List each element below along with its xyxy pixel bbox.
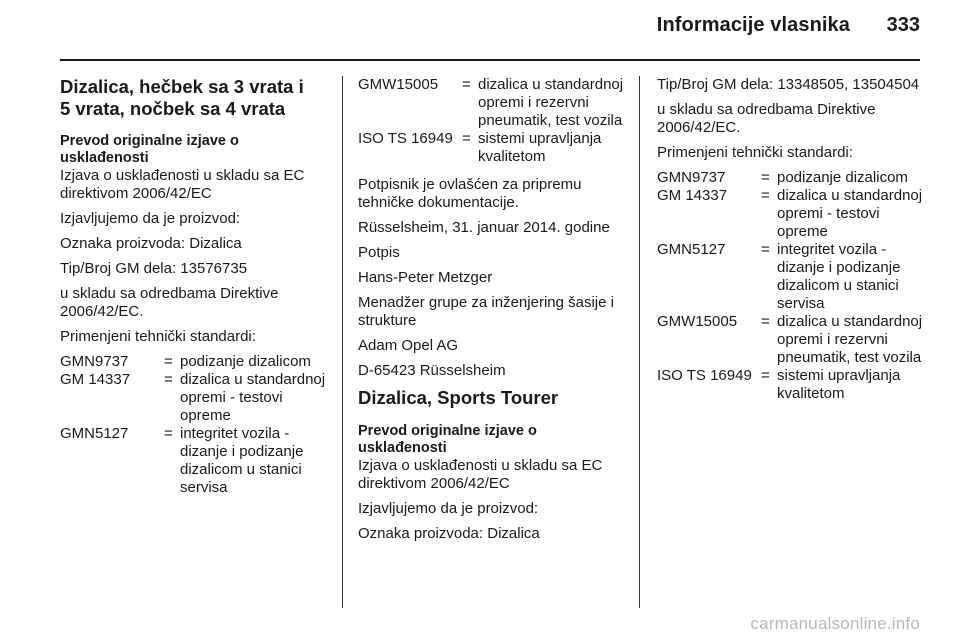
equals-sign: = <box>164 425 173 442</box>
table-row <box>657 367 923 403</box>
standard-description: podizanje dizalicom <box>777 169 908 186</box>
subheading <box>60 133 326 167</box>
standard-description: dizalica u standardnoj opremi i rezervni pneumatik, test vozila <box>478 76 624 129</box>
table-row <box>657 313 923 367</box>
equals-sign: = <box>761 313 770 330</box>
standards-table <box>60 353 326 497</box>
paragraph: D-65423 Rüsselsheim <box>358 362 506 379</box>
paragraph: Menadžer grupe za inženjering šasije i strukture <box>358 294 614 329</box>
standard-code: GM 14337 <box>657 187 728 204</box>
column-1 <box>60 76 326 505</box>
paragraph: Izjava o usklađenosti u skladu sa EC direktivom 2006/42/EC <box>358 457 603 492</box>
table-row <box>657 187 923 241</box>
standard-code: GM 14337 <box>60 371 131 388</box>
paragraph: u skladu sa odredbama Direktive 2006/42/EC. <box>657 101 876 136</box>
paragraph: Potpis <box>358 244 400 261</box>
standard-description: integritet vozila - dizanje i podizanje dizalicom u stanici servisa <box>777 241 901 312</box>
standards-table <box>358 76 624 166</box>
equals-sign: = <box>462 76 471 93</box>
standard-description: integritet vozila - dizanje i podizanje dizalicom u stanici servisa <box>180 425 304 496</box>
section-title: Dizalica, Sports Tourer <box>358 387 559 408</box>
section-title-line-2: 5 vrata, nočbek sa 4 vrata <box>60 98 286 119</box>
table-row <box>60 353 326 371</box>
standard-code: GMN9737 <box>60 353 129 370</box>
subheading <box>358 423 624 457</box>
standard-code: GMW15005 <box>657 313 738 330</box>
paragraph: Adam Opel AG <box>358 337 459 354</box>
table-row <box>60 425 326 497</box>
paragraph: Izjavljujemo da je proizvod: <box>60 210 241 227</box>
paragraph: Izjava o usklađenosti u skladu sa EC direktivom 2006/42/EC <box>60 167 305 202</box>
paragraph: Oznaka proizvoda: Dizalica <box>60 235 242 252</box>
subheading-line-1: Prevod originalne izjave o <box>358 423 537 439</box>
subheading-line-2: usklađenosti <box>358 440 447 456</box>
standard-description: sistemi upravljanja kvalitetom <box>777 367 901 402</box>
standard-code: GMN5127 <box>657 241 726 258</box>
standard-description: sistemi upravljanja kvalitetom <box>478 130 602 165</box>
equals-sign: = <box>761 169 770 186</box>
column-2 <box>358 76 624 550</box>
column-divider <box>342 76 343 608</box>
section-title-line-1: Dizalica, hečbek sa 3 vrata i <box>60 76 304 97</box>
paragraph: Izjavljujemo da je proizvod: <box>358 500 539 517</box>
standard-description: dizalica u standardnoj opremi - testovi opreme <box>180 371 326 424</box>
paragraph: Oznaka proizvoda: Dizalica <box>358 525 540 542</box>
equals-sign: = <box>462 130 471 147</box>
equals-sign: = <box>761 187 770 204</box>
standard-code: GMN9737 <box>657 169 726 186</box>
standard-code: GMN5127 <box>60 425 129 442</box>
subheading-line-2: usklađenosti <box>60 150 149 166</box>
standard-code: GMW15005 <box>358 76 439 93</box>
table-row <box>358 76 624 130</box>
standard-code: ISO TS 16949 <box>358 130 453 147</box>
paragraph: Tip/Broj GM dela: 13348505, 13504504 <box>657 76 920 93</box>
standard-description: podizanje dizalicom <box>180 353 311 370</box>
standard-code: ISO TS 16949 <box>657 367 752 384</box>
equals-sign: = <box>164 353 173 370</box>
table-row <box>657 169 923 187</box>
standard-description: dizalica u standardnoj opremi - testovi opreme <box>777 187 923 240</box>
section-title <box>60 76 326 120</box>
paragraph: Rüsselsheim, 31. januar 2014. godine <box>358 219 610 236</box>
equals-sign: = <box>761 241 770 258</box>
paragraph: u skladu sa odredbama Direktive 2006/42/EC. <box>60 285 279 320</box>
page-header <box>0 0 960 60</box>
standards-table <box>657 169 923 403</box>
table-row <box>358 130 624 166</box>
watermark: carmanualsonline.info <box>750 614 920 633</box>
column-3 <box>657 76 923 411</box>
standard-description: dizalica u standardnoj opremi i rezervni pneumatik, test vozila <box>777 313 923 366</box>
subheading-line-1: Prevod originalne izjave o <box>60 133 239 149</box>
paragraph: Primenjeni tehnički standardi: <box>60 328 256 345</box>
header-rule <box>60 59 920 61</box>
page-number: 333 <box>886 14 920 36</box>
paragraph: Hans-Peter Metzger <box>358 269 493 286</box>
paragraph: Potpisnik je ovlašćen za pripremu tehničke dokumentacije. <box>358 176 582 211</box>
table-row <box>657 241 923 313</box>
equals-sign: = <box>761 367 770 384</box>
paragraph: Primenjeni tehnički standardi: <box>657 144 853 161</box>
header-title: Informacije vlasnika <box>656 14 850 36</box>
table-row <box>60 371 326 425</box>
paragraph: Tip/Broj GM dela: 13576735 <box>60 260 248 277</box>
equals-sign: = <box>164 371 173 388</box>
column-divider <box>639 76 640 608</box>
